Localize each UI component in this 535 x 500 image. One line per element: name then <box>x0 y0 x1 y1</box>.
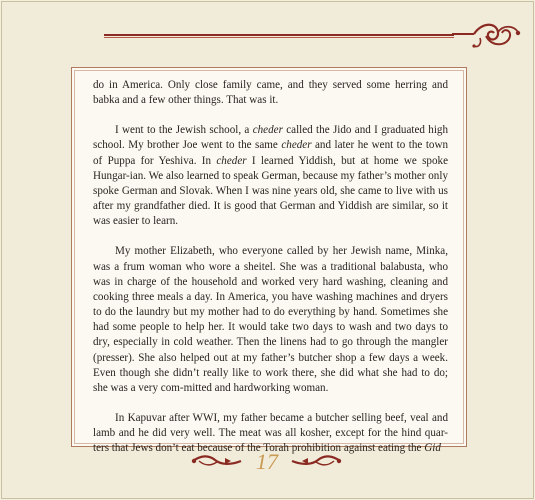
ornament-left-icon <box>191 454 243 468</box>
scroll-flourish-icon <box>452 20 522 52</box>
paragraph-3: My mother Elizabeth, who everyone called by her Jewish name, Minka, was a frum woman who wore a sheitel. She was a traditional balabusta, who was in charge of the household and worked very hard washing, cleaning and cooking three meals a day. In America, you have washing machines and dryers to do the laundry but my mother had to do everything by hand. Sometimes she had some people to help her. It would take two days to wash and two days to dry, especially in cold weather. Then the linens had to go through the mangler (presser). She also helped out at my father’s butcher shop a few days a week. Even though she didn’t really like to work there, she did what she had to do; she was a very com-mitted and hardworking woman. <box>93 245 448 394</box>
paragraph-4: In Kapuvar after WWI, my father became a butcher selling beef, veal and lamb and he did very well. The meat was all kosher, except for the hind quar-ters that Jews don’t eat because of the Torah prohibition against eating the Gid <box>93 411 448 455</box>
top-rule-thin <box>104 37 454 38</box>
top-rule <box>104 34 454 36</box>
paragraph-2: I went to the Jewish school, a cheder called the Jido and I graduated high school. My brother Joe went to the same cheder and later he went to the town of Puppa for Yeshiva. In cheder I learned Yiddish, but at home we spoke Hungar-ian. We also learned to speak German, because my father’s mother only spoke German and Slovak. When I was nine years old, she came to live with us after my grandfather died. It is good that German and Yiddish are similar, so it was easier to learn. <box>93 124 449 228</box>
page-number: 17 <box>256 449 278 474</box>
ornament-right-icon <box>290 454 342 468</box>
paragraph-1: do in America. Only close family came, and they served some herring and babka and a few other things. That was it. <box>93 79 448 107</box>
body-text <box>93 78 448 471</box>
